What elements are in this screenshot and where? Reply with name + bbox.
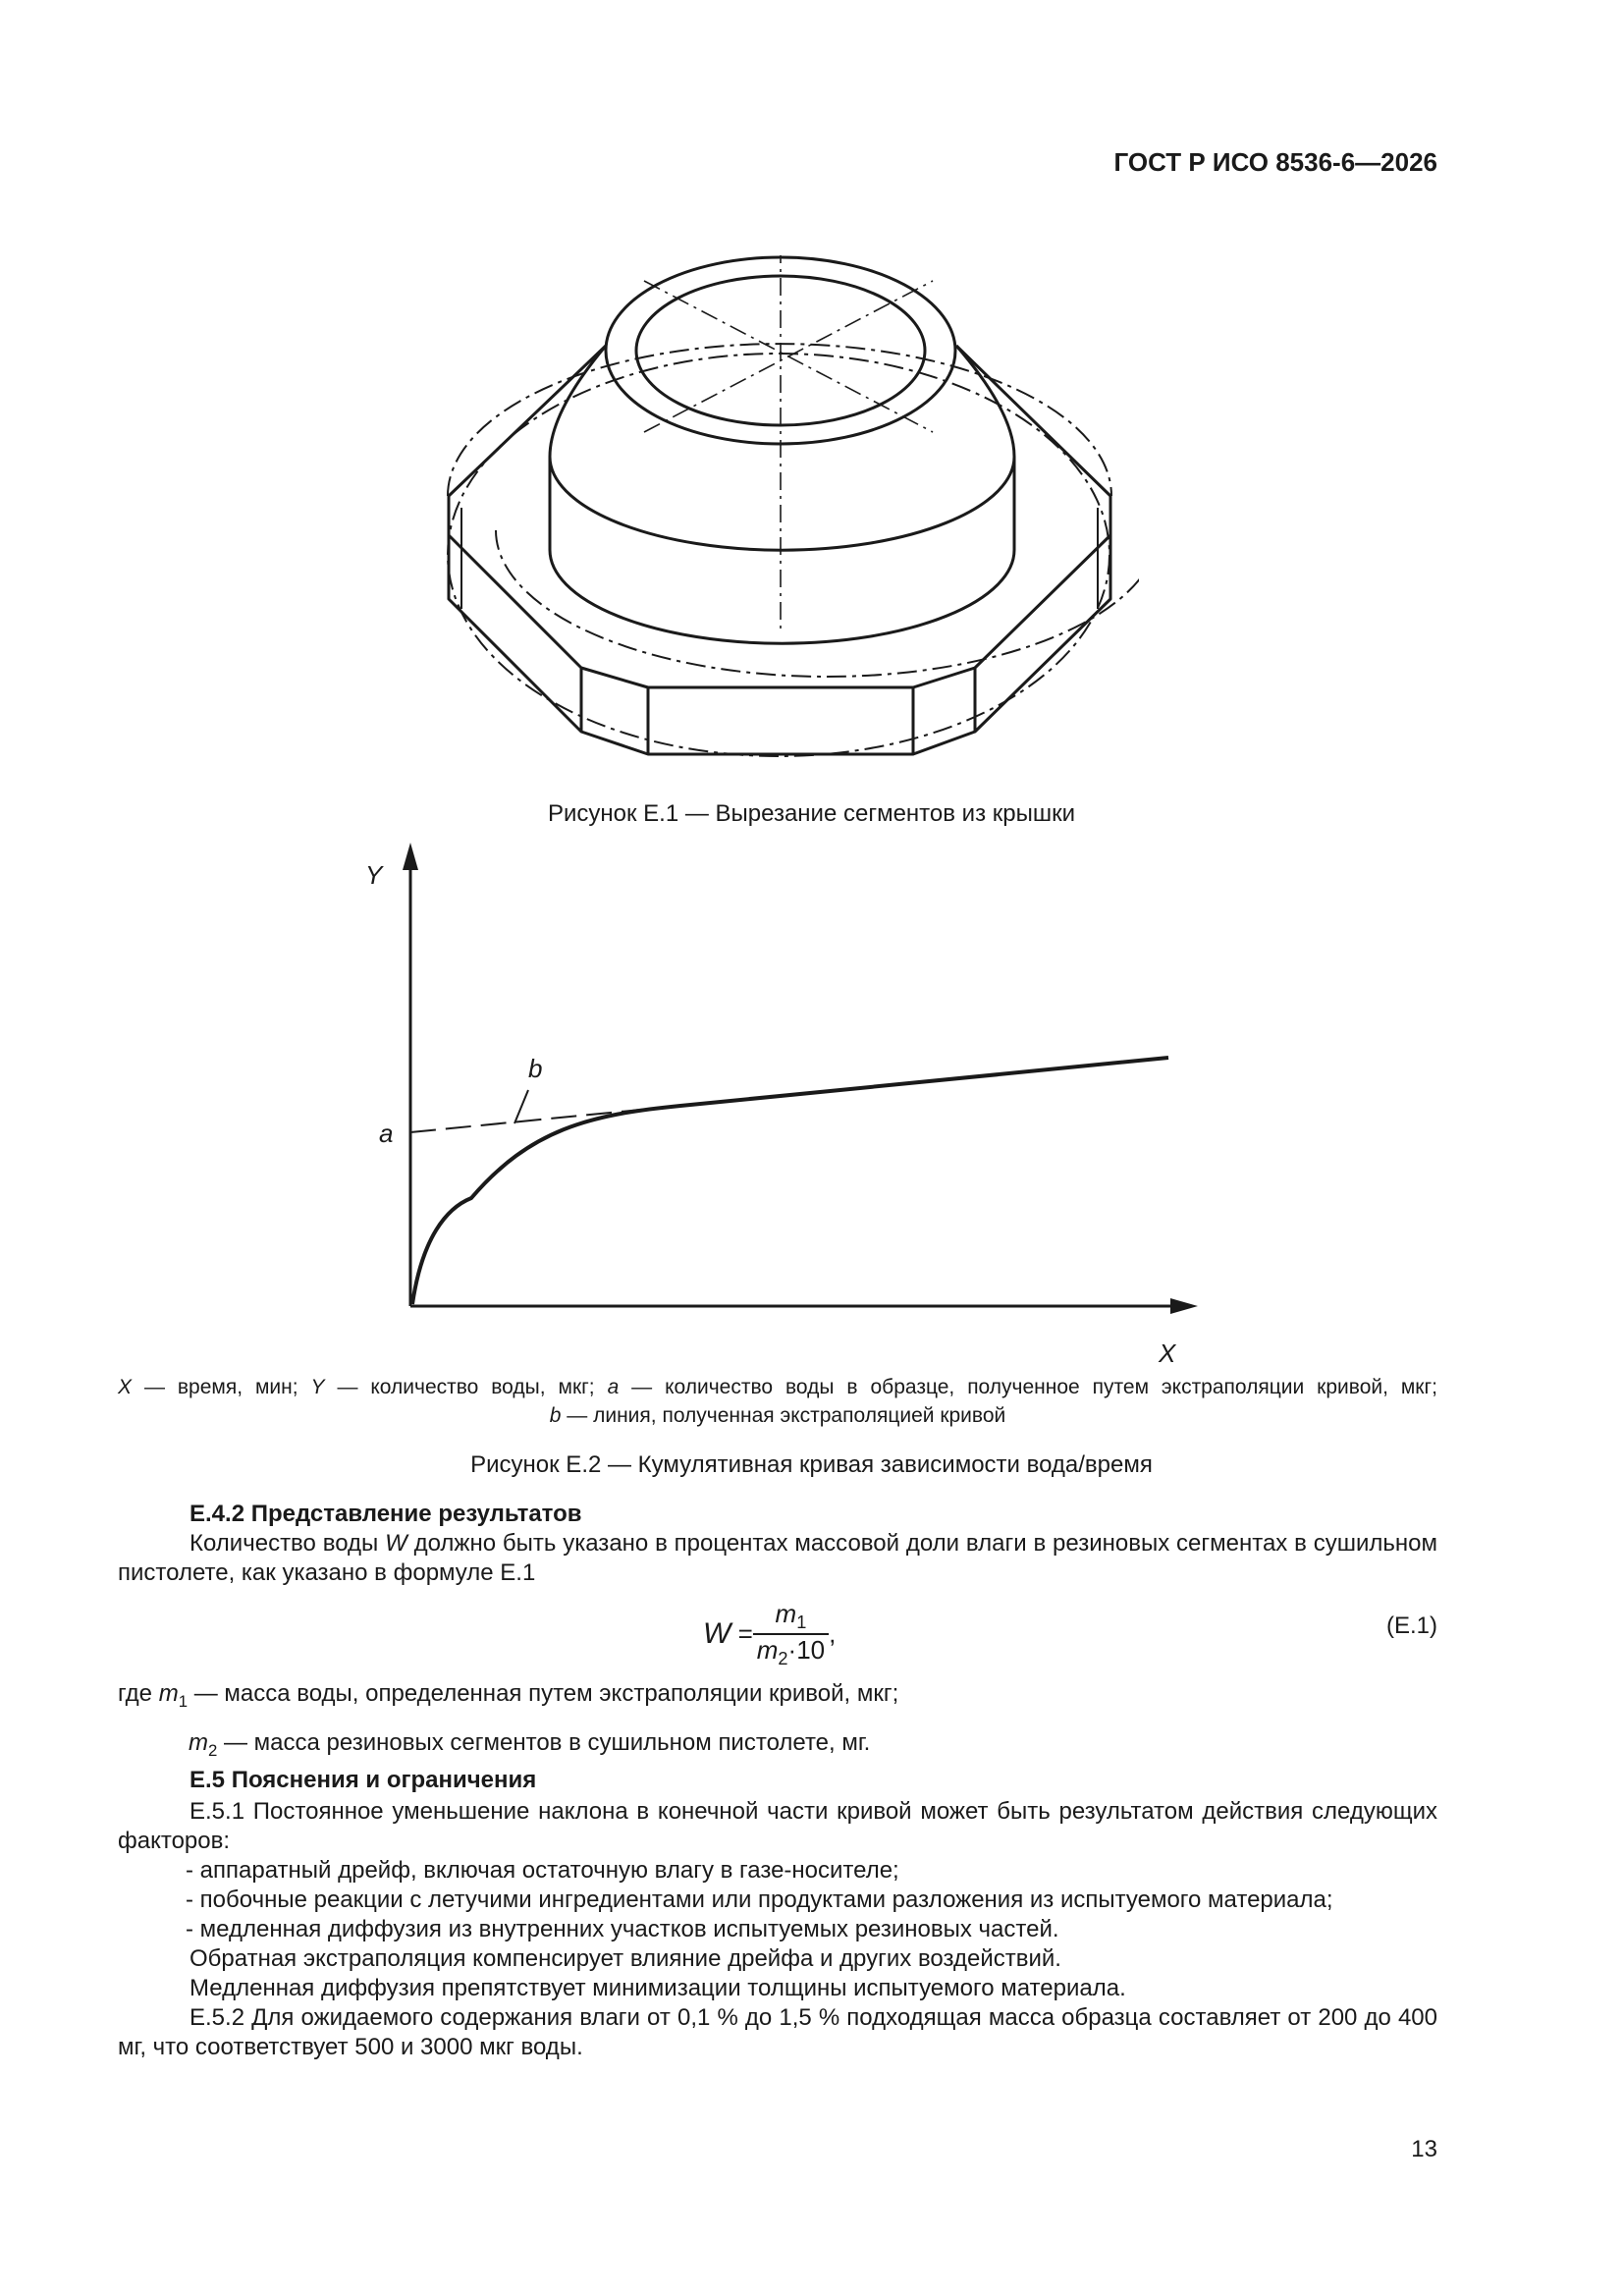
- where-m1-var: m: [158, 1680, 179, 1707]
- figure-e1-cap-drawing: [432, 255, 1139, 786]
- para-text-end: должно быть указано в процентах массовой доли влаги в резиновых сегментах в сушильном пистолете, как указано в формуле Е.1: [118, 1530, 1437, 1586]
- formula-fraction: [753, 1599, 829, 1669]
- formula-numerator: [753, 1599, 829, 1635]
- formula-lhs: W: [703, 1617, 731, 1651]
- figure-e2-curve-plot: [353, 840, 1217, 1370]
- bullet-item: - медленная диффузия из внутренних участков испытуемых резиновых частей.: [186, 1916, 1059, 1942]
- bullet-item: - побочные реакции с летучими ингредиентами или продуктами разложения из испытуемого материала;: [186, 1886, 1333, 1913]
- where-m1-text: — масса воды, определенная путем экстраполяции кривой, мкг;: [188, 1680, 899, 1707]
- figure-e2-legend: [118, 1373, 1437, 1430]
- numerator-var: m: [775, 1599, 797, 1628]
- label-a: a: [379, 1119, 394, 1148]
- where-m1-sub: 1: [178, 1691, 189, 1711]
- legend-x-symbol: X: [118, 1376, 133, 1398]
- denominator-var: m: [756, 1635, 779, 1666]
- para-var-w: W: [385, 1530, 407, 1557]
- legend-y-symbol: Y: [310, 1376, 325, 1398]
- where-m2-var: m: [189, 1728, 208, 1756]
- where-m2-text: — масса резиновых сегментов в сушильном пистолете, мг.: [217, 1728, 871, 1756]
- legend-a-text: — количество воды в образце, полученное путем экстраполяции кривой, мкг;: [619, 1376, 1437, 1398]
- section-e42-heading: Е.4.2 Представление результатов: [189, 1501, 582, 1527]
- axis-y-label: Y: [365, 860, 383, 890]
- section-e5-p3: Медленная диффузия препятствует минимизации толщины испытуемого материала.: [189, 1975, 1126, 2001]
- legend-x-text: — время, мин;: [132, 1376, 311, 1398]
- section-e5-p4: Е.5.2 Для ожидаемого содержания влаги от 0,1 % до 1,5 % подходящая масса образца составляет от 200 до 400 мг, что соответствует 500 и 3000 мкг воды.: [118, 2004, 1437, 2060]
- formula-number: (Е.1): [1385, 1613, 1437, 1639]
- section-e5: [118, 1766, 1437, 2062]
- figure-e1-caption: Рисунок Е.1 — Вырезание сегментов из крышки: [547, 800, 1076, 827]
- where-m2: [118, 1728, 1437, 1766]
- denominator-sub: 2: [778, 1649, 788, 1669]
- page-number: 13: [1411, 2136, 1437, 2162]
- formula-trail: ,: [829, 1618, 837, 1649]
- section-e5-heading: Е.5 Пояснения и ограничения: [189, 1767, 537, 1793]
- section-e42: [118, 1500, 1437, 1588]
- label-b: b: [528, 1054, 543, 1083]
- bullet-item: - аппаратный дрейф, включая остаточную влагу в газе-носителе;: [186, 1857, 899, 1884]
- formula-e1: [703, 1599, 836, 1669]
- section-e5-p2: Обратная экстраполяция компенсирует влияние дрейфа и других воздействий.: [189, 1945, 1061, 1972]
- where-m1: [118, 1679, 1437, 1717]
- legend-y-text: — количество воды, мкг;: [324, 1376, 608, 1398]
- where-m2-sub: 2: [208, 1740, 218, 1760]
- section-e42-paragraph: [118, 1529, 1437, 1588]
- formula-where: [118, 1679, 1437, 1766]
- legend-b-symbol: b: [549, 1404, 562, 1427]
- where-lead: где: [118, 1680, 159, 1707]
- formula-denominator: [753, 1635, 829, 1669]
- formula-eq: =: [737, 1618, 753, 1649]
- document-code: ГОСТ Р ИСО 8536-6—2026: [1113, 147, 1437, 177]
- figure-e2-caption: Рисунок Е.2 — Кумулятивная кривая зависимости вода/время: [470, 1451, 1153, 1478]
- numerator-sub: 1: [796, 1613, 807, 1633]
- y-axis-arrow: [403, 843, 418, 870]
- para-text-start: Количество воды: [189, 1530, 386, 1557]
- axis-x-label: X: [1159, 1339, 1176, 1368]
- section-e5-p1: Е.5.1 Постоянное уменьшение наклона в конечной части кривой может быть результатом действия следующих факторов:: [118, 1798, 1437, 1854]
- denominator-rest: ·10: [787, 1635, 826, 1666]
- legend-b-text: — линия, полученная экстраполяцией кривой: [561, 1404, 1006, 1427]
- x-axis-arrow: [1170, 1298, 1198, 1314]
- label-b-leader: [514, 1090, 528, 1123]
- legend-a-symbol: a: [607, 1376, 620, 1398]
